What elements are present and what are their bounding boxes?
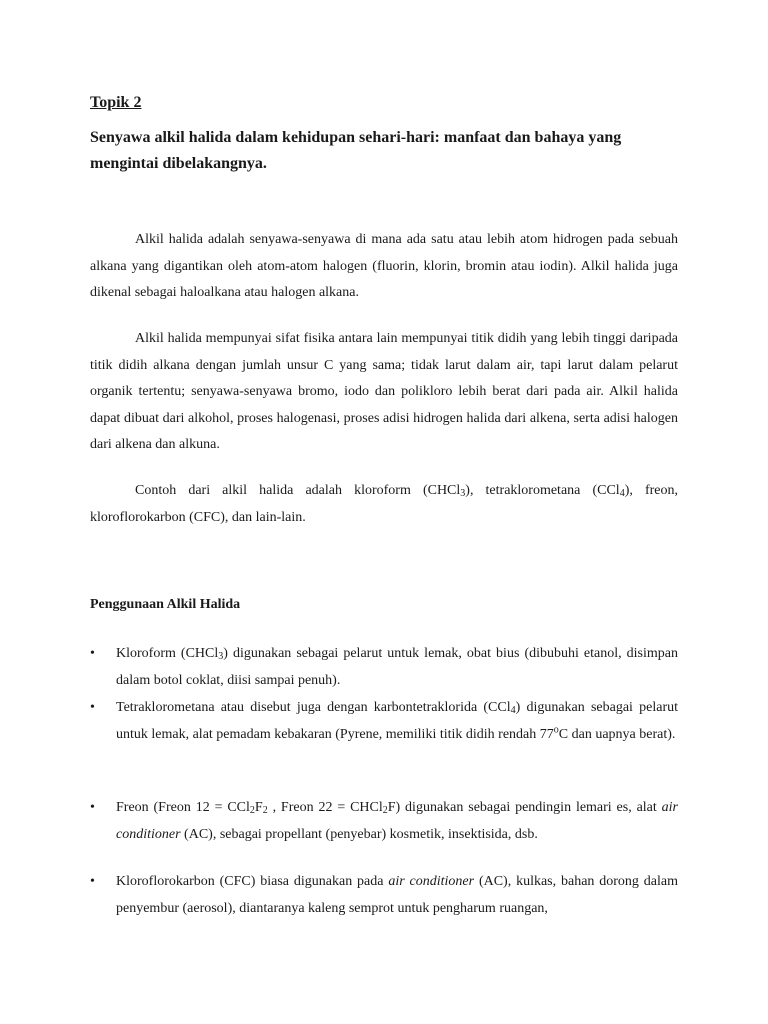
document-title: Senyawa alkil halida dalam kehidupan sehari-hari: manfaat dan bahaya yang mengintai dibelakangnya.: [90, 129, 622, 172]
list-item: [90, 694, 678, 748]
list-item-text: Tetraklorometana atau disebut juga dengan karbontetraklorida (CCl$_4$) digunakan sebagai pelarut untuk lemak, alat pemadam kebakaran (Pyrene, memiliki titik didih rendah 77$^o$C dan uapnya berat).: [116, 700, 678, 742]
section-heading: Penggunaan Alkil Halida: [90, 597, 241, 612]
bullet-icon: •: [90, 700, 95, 715]
list-item: [90, 794, 678, 848]
topic-label: Topik 2: [90, 94, 142, 111]
bullet-icon: •: [90, 874, 95, 889]
paragraph-examples: Contoh dari alkil halida adalah kloroform (CHCl$_3$), tetraklorometana (CCl$_4$), freon, kloroflorokarbon (CFC), dan lain-lain.: [90, 483, 678, 525]
list-item-text: Kloroflorokarbon (CFC) biasa digunakan pada air conditioner (AC), kulkas, bahan dorong dalam penyembur (aerosol), diantaranya kaleng semprot untuk pengharum ruangan,: [116, 874, 678, 916]
paragraph-properties: Alkil halida mempunyai sifat fisika antara lain mempunyai titik didih yang lebih tinggi daripada titik didih alkana dengan jumlah unsur C yang sama; tidak larut dalam air, tapi larut dalam pelarut organik tertentu; senyawa-senyawa bromo, iodo dan polikloro lebih berat dari pada air. Alkil halida dapat dibuat dari alkohol, proses halogenasi, proses adisi hidrogen halida dari alkena, serta adisi halogen dari alkena dan alkuna.: [90, 331, 678, 452]
list-item: [90, 640, 678, 694]
paragraph-definition: Alkil halida adalah senyawa-senyawa di mana ada satu atau lebih atom hidrogen pada sebuah alkana yang digantikan oleh atom-atom halogen (fluorin, klorin, bromin atau iodin). Alkil halida juga dikenal sebagai haloalkana atau halogen alkana.: [90, 232, 678, 300]
list-item: [90, 868, 678, 922]
bullet-icon: •: [90, 646, 95, 661]
bullet-icon: •: [90, 800, 95, 815]
list-item-text: Kloroform (CHCl$_3$) digunakan sebagai pelarut untuk lemak, obat bius (dibubuhi etanol, disimpan dalam botol coklat, diisi sampai penuh).: [116, 646, 678, 688]
list-item-text: Freon (Freon $12 = CCl_2F_2$ , Freon 22 = CHCl$_2$F) digunakan sebagai pendingin lemari es, alat air conditioner (AC), sebagai propellant (penyebar) kosmetik, insektisida, dsb.: [116, 800, 678, 842]
